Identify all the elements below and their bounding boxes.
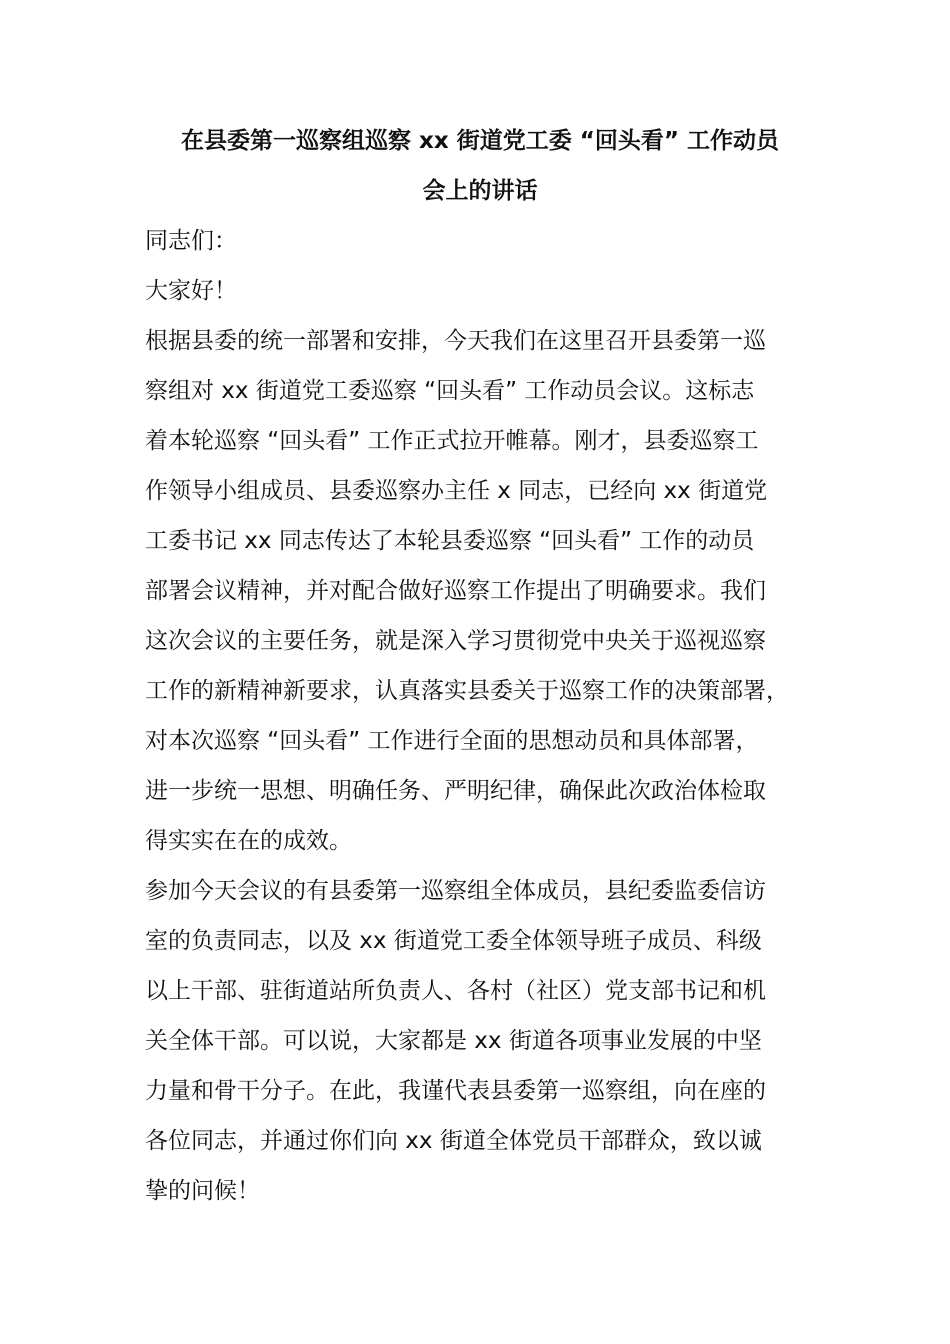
body-line: 这次会议的主要任务，就是深入学习贯彻党中央关于巡视巡察 bbox=[145, 628, 766, 654]
document-body bbox=[145, 216, 835, 1216]
body-line: 工委书记 xx 同志传达了本轮县委巡察 “回头看” 工作的动员 bbox=[145, 528, 755, 554]
body-line: 得实实在在的成效。 bbox=[145, 828, 352, 854]
document-title-line-1: 在县委第一巡察组巡察 xx 街道党工委 “回头看” 工作动员 bbox=[181, 128, 779, 154]
body-line: 挚的问候！ bbox=[145, 1178, 260, 1204]
greeting-line: 大家好！ bbox=[145, 278, 237, 304]
body-line: 参加今天会议的有县委第一巡察组全体成员，县纪委监委信访 bbox=[145, 878, 766, 904]
body-line: 着本轮巡察 “回头看” 工作正式拉开帷幕。刚才，县委巡察工 bbox=[145, 428, 759, 454]
body-line: 各位同志，并通过你们向 xx 街道全体党员干部群众，致以诚 bbox=[145, 1128, 762, 1154]
body-line: 对本次巡察 “回头看” 工作进行全面的思想动员和具体部署， bbox=[145, 728, 759, 754]
salutation-line: 同志们： bbox=[145, 228, 237, 254]
body-line: 进一步统一思想、明确任务、严明纪律，确保此次政治体检取 bbox=[145, 778, 766, 804]
body-line: 部署会议精神，并对配合做好巡察工作提出了明确要求。我们 bbox=[145, 578, 766, 604]
body-line: 室的负责同志，以及 xx 街道党工委全体领导班子成员、科级 bbox=[145, 928, 762, 954]
body-line: 关全体干部。可以说，大家都是 xx 街道各项事业发展的中坚 bbox=[145, 1028, 762, 1054]
document-title-line-2: 会上的讲话 bbox=[422, 178, 538, 204]
body-line: 根据县委的统一部署和安排，今天我们在这里召开县委第一巡 bbox=[145, 328, 766, 354]
body-line: 力量和骨干分子。在此，我谨代表县委第一巡察组，向在座的 bbox=[145, 1078, 766, 1104]
body-line: 作领导小组成员、县委巡察办主任 x 同志，已经向 xx 街道党 bbox=[145, 478, 768, 504]
body-line: 工作的新精神新要求，认真落实县委关于巡察工作的决策部署， bbox=[145, 678, 789, 704]
body-line: 察组对 xx 街道党工委巡察 “回头看” 工作动员会议。这标志 bbox=[145, 378, 755, 404]
body-line: 以上干部、驻街道站所负责人、各村（社区）党支部书记和机 bbox=[145, 978, 766, 1004]
